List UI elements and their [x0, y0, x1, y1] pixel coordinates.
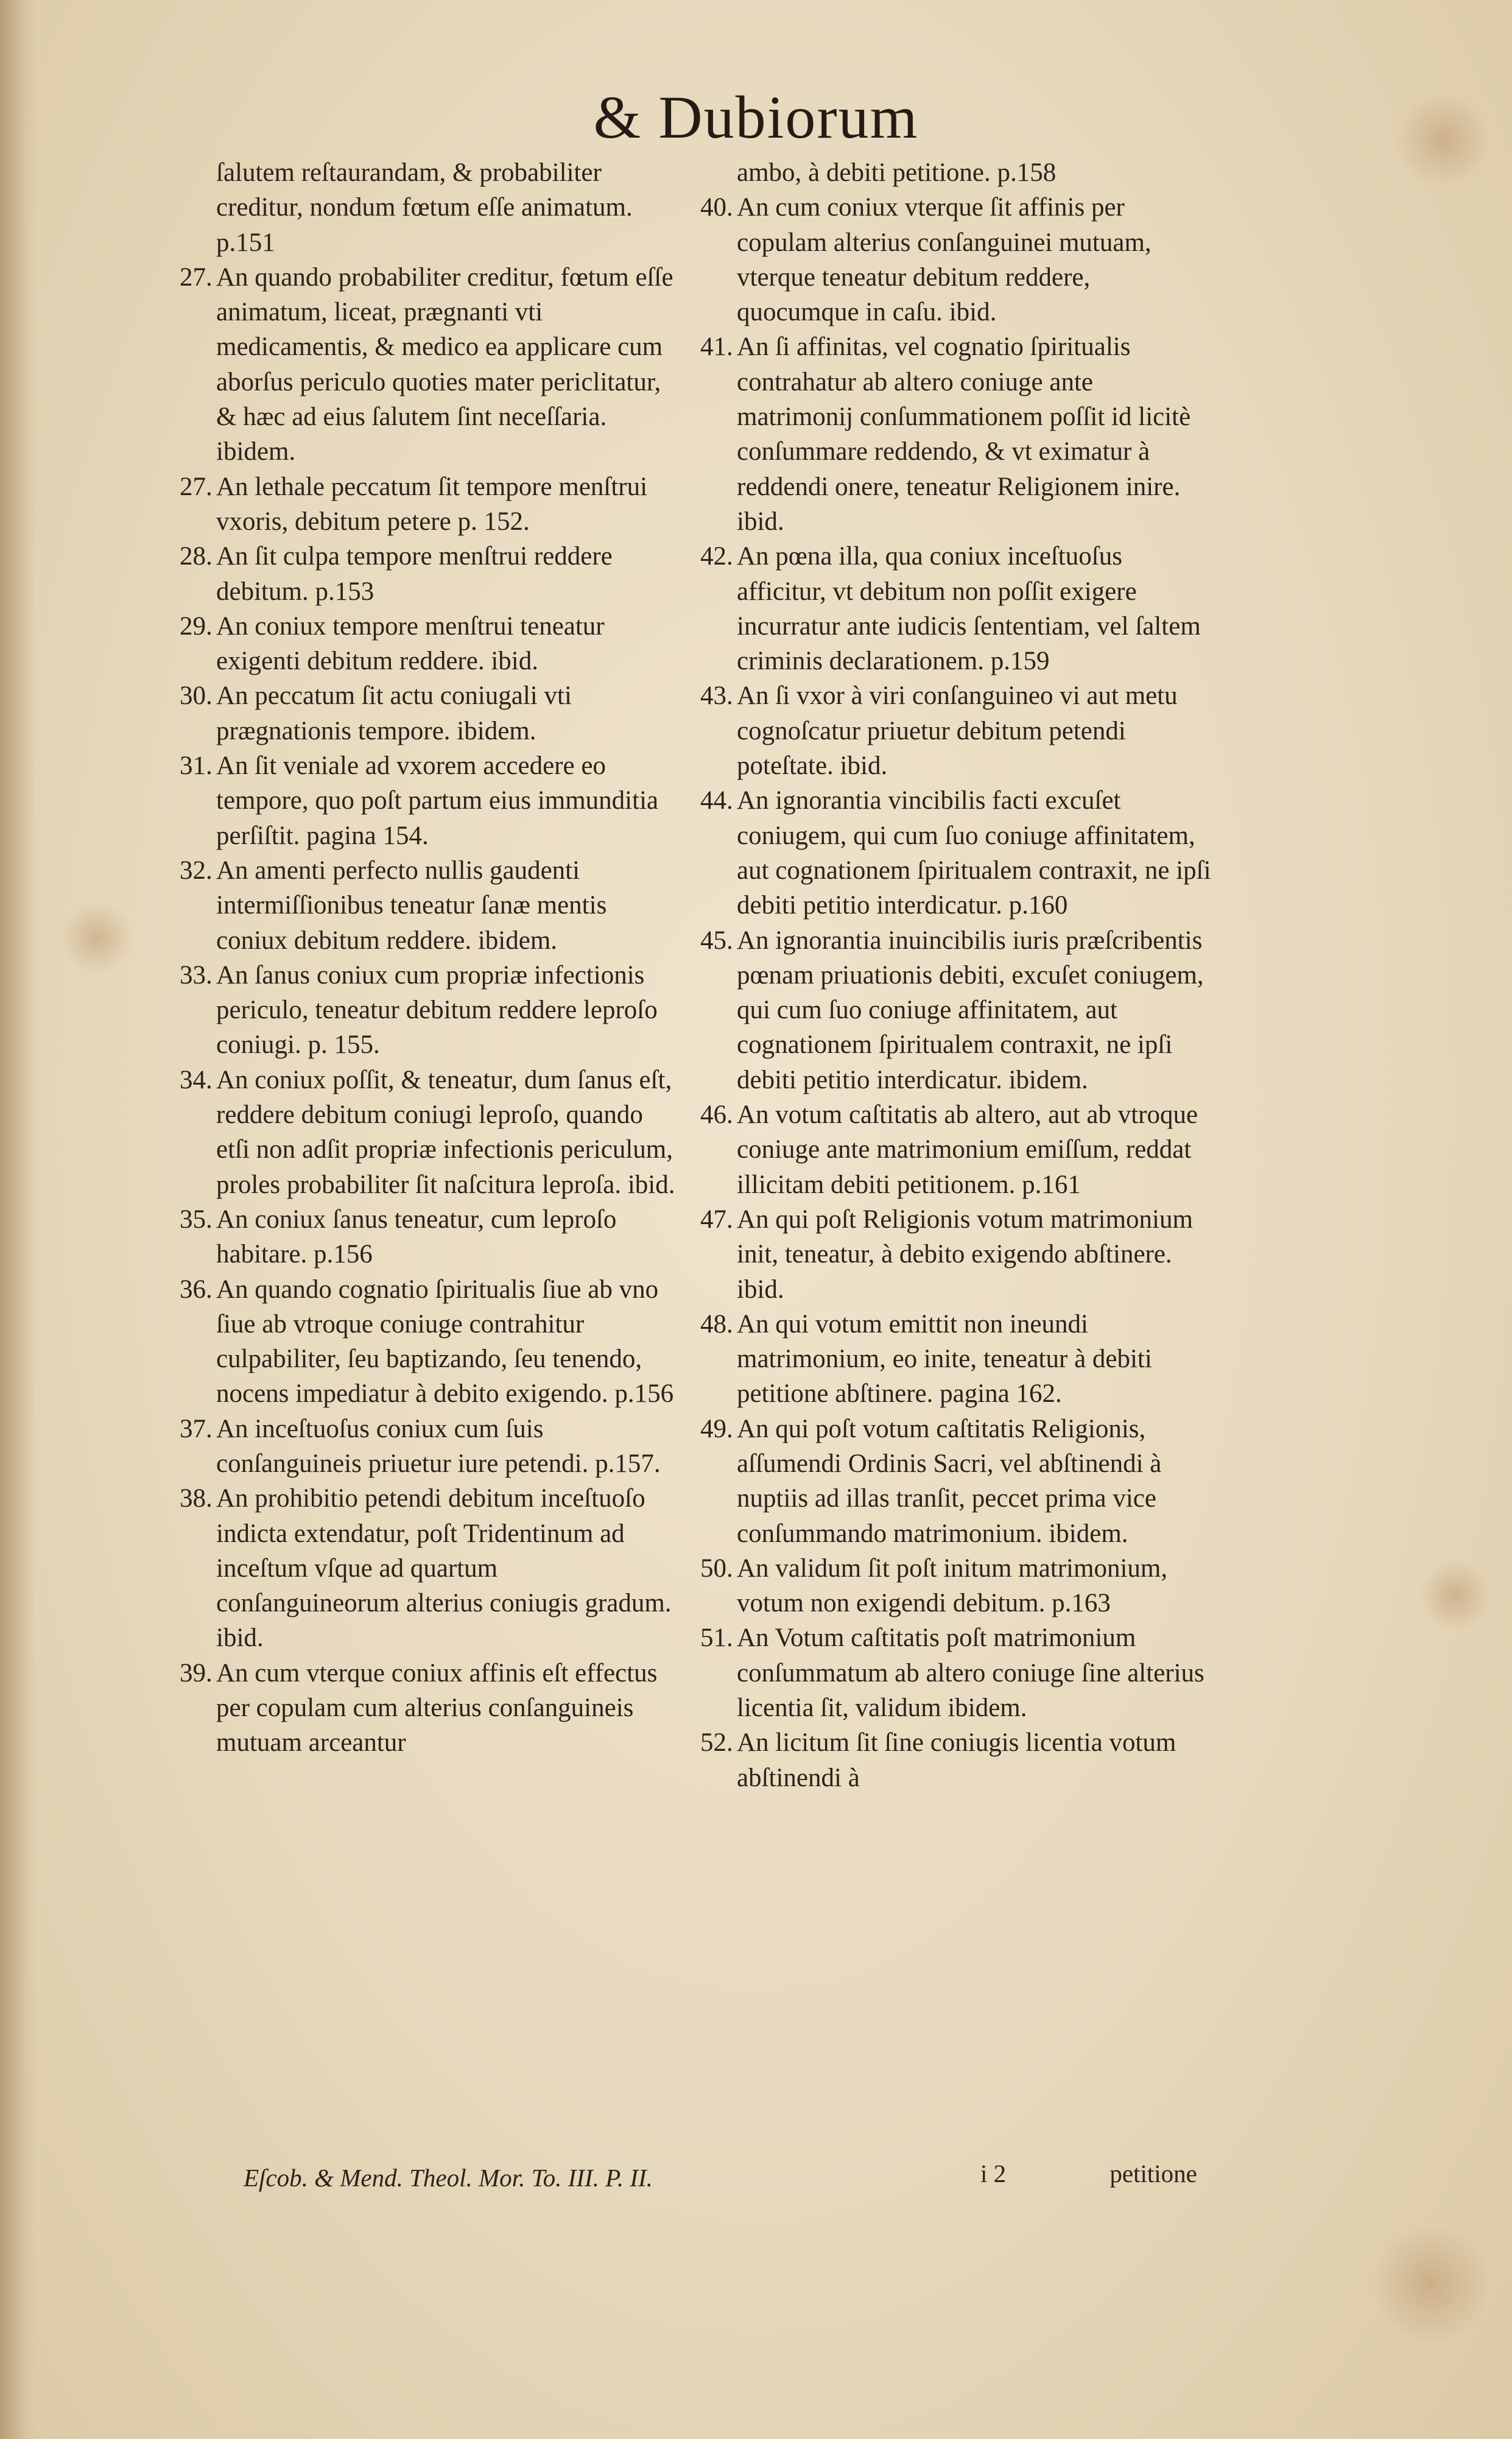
page-reference: ibid. — [737, 1275, 784, 1304]
entry-text: An peccatum ſit actu coniugali vti prægnationis tempore. — [216, 681, 572, 745]
page-reference: ibidem. — [1049, 1519, 1128, 1548]
entry-text: An quando cognatio ſpiritualis ſiue ab vno ſiue ab vtroque coniuge contrahitur culpabiliter, ſeu baptizando, ſeu tenendo, nocens impediatur à debito exigendo. — [216, 1275, 659, 1409]
entry-text: An ſit culpa tempore menſtrui reddere debitum. — [216, 542, 613, 606]
page-reference: ibid. — [840, 751, 888, 781]
entry-number: 47. — [700, 1205, 733, 1234]
page-left-edge — [0, 0, 37, 2439]
page-reference: pagina 154. — [306, 821, 429, 850]
entry-text: An cum coniux vterque ſit affinis per copulam alterius conſanguinei mutuam, vterque teneatur debitum reddere, quocumque in caſu. — [737, 193, 1152, 327]
entry-text: An ſi vxor à viri conſanguineo vi aut metu cognoſcatur priuetur debitum petendi poteſtate. — [737, 681, 1178, 781]
entry-text: An ſanus coniux cum propriæ infectionis periculo, teneatur debitum reddere leproſo coniugi. — [216, 960, 658, 1060]
page-reference: ibidem. — [216, 437, 296, 466]
left-column — [180, 155, 682, 1761]
page-reference: p.159 — [990, 647, 1050, 676]
index-entry — [180, 260, 682, 470]
right-column — [700, 155, 1215, 1795]
page-reference: ibid. — [949, 298, 997, 327]
index-entry — [700, 1307, 1215, 1412]
entry-text: An ſit veniale ad vxorem accedere eo tempore, quo poſt partum eius immunditia perſiſtit. — [216, 751, 659, 850]
entry-text: An ſi affinitas, vel cognatio ſpiritualis contrahatur ab altero coniuge ante matrimonij conſummationem poſſit id licitè conſummare reddendo, & vt eximatur à reddendi onere, teneatur Religionem inire. — [737, 333, 1191, 501]
index-entry — [700, 1725, 1215, 1795]
entry-text: An ignorantia vincibilis facti excuſet coniugem, qui cum ſuo coniuge affinitatem, aut cognationem ſpiritualem contraxit, ne ipſi debiti petitio interdicatur. — [737, 786, 1211, 920]
index-entry — [180, 853, 682, 958]
page-reference: p.157. — [595, 1449, 661, 1478]
index-entry — [180, 1202, 682, 1272]
index-entry — [700, 1412, 1215, 1551]
index-entry — [180, 470, 682, 540]
index-entry — [180, 748, 682, 853]
paper-stain — [1419, 1559, 1492, 1632]
entry-text: An amenti perfecto nullis gaudenti intermiſſionibus teneatur ſanæ mentis coniux debitum reddere. — [216, 856, 607, 955]
entry-number: 38. — [180, 1484, 213, 1513]
entry-text: ſalutem reſtaurandam, & probabiliter creditur, nondum fœtum eſſe animatum. — [216, 158, 633, 222]
entry-text: An pœna illa, qua coniux inceſtuoſus afficitur, vt debitum non poſſit exigere incurratur ante iudicis ſententiam, vel ſaltem criminis declarationem. — [737, 542, 1201, 676]
page-reference: p.158 — [997, 158, 1057, 187]
index-entry — [700, 783, 1215, 923]
entry-number: 36. — [180, 1275, 213, 1304]
entry-number: 28. — [180, 542, 213, 571]
entry-number: 31. — [180, 751, 213, 781]
page-reference: pagina 162. — [940, 1379, 1062, 1409]
page-reference: ibid. — [737, 507, 784, 536]
entry-number: 27. — [180, 262, 213, 292]
entry-number: 48. — [700, 1309, 733, 1339]
page-reference: ibidem. — [477, 926, 558, 955]
entry-text: An qui votum emittit non ineundi matrimonium, eo inite, teneatur à debiti petitione abſtinere. — [737, 1309, 1152, 1409]
index-entry — [180, 539, 682, 609]
entry-number: 42. — [700, 542, 733, 571]
entry-number: 32. — [180, 856, 213, 885]
entry-text: An validum ſit poſt initum matrimonium, votum non exigendi debitum. — [737, 1554, 1168, 1618]
page-reference: ibid. — [627, 1170, 675, 1199]
page-reference: ibidem. — [1008, 1065, 1088, 1094]
page-reference: ibid. — [216, 1624, 264, 1653]
entry-text: An qui poſt votum caſtitatis Religionis, aſſumendi Ordinis Sacri, vel abſtinendi à nuptiis ad illas tranſit, peccet prima vice conſummando matrimonium. — [737, 1414, 1162, 1548]
page-reference: p.161 — [1022, 1170, 1081, 1199]
paper-stain — [1370, 2223, 1492, 2345]
footer-source: Eſcob. & Mend. Theol. Mor. To. III. P. II. — [244, 2164, 653, 2192]
index-entry — [180, 1272, 682, 1412]
index-entry — [180, 1481, 682, 1655]
index-entry — [700, 923, 1215, 1097]
index-entry — [180, 678, 682, 748]
entry-number: 46. — [700, 1100, 733, 1130]
paper-stain — [61, 901, 134, 974]
catchword: petitione — [1109, 2159, 1197, 2187]
entry-number: 45. — [700, 926, 733, 955]
page-reference: p.156 — [614, 1379, 674, 1409]
page-reference: p.156 — [313, 1240, 373, 1269]
entry-number: 43. — [700, 681, 733, 711]
entry-number: 50. — [700, 1554, 733, 1583]
index-entry — [700, 190, 1215, 329]
entry-number: 44. — [700, 786, 733, 815]
footer-signature-catchword — [956, 2159, 1197, 2188]
entry-text: An cum vterque coniux affinis eſt effectus per copulam cum alterius conſanguineis mutuam arceantur — [216, 1658, 658, 1758]
entry-number: 27. — [180, 472, 213, 501]
index-entry — [180, 958, 682, 1063]
page-reference: p. 155. — [308, 1030, 380, 1060]
entry-text: An ignorantia inuincibilis iuris præſcribentis pœnam priuationis debiti, excuſet coniugem, qui cum ſuo coniuge affinitatem, aut cognationem ſpiritualem contraxit, ne ipſi debiti petitio interdicatur. — [737, 926, 1204, 1094]
entry-number: 37. — [180, 1414, 213, 1443]
entry-text: An inceſtuoſus coniux cum ſuis conſanguineis priuetur iure petendi. — [216, 1414, 589, 1478]
entry-text: An coniux poſſit, & teneatur, dum ſanus eſt, reddere debitum coniugi leproſo, quando etſi non adſit propriæ infectionis periculum, proles probabiliter ſit naſcitura leproſa. — [216, 1065, 673, 1199]
entry-text: An quando probabiliter creditur, fœtum eſſe animatum, liceat, prægnanti vti medicamentis, & medico ea applicare cum aborſus periculo quoties mater periclitatur, & hæc ad eius ſalutem ſint neceſſaria. — [216, 262, 673, 432]
page-reference: p. 152. — [457, 507, 530, 536]
entry-text: An coniux ſanus teneatur, cum leproſo habitare. — [216, 1205, 617, 1269]
index-entry — [700, 678, 1215, 783]
index-entry — [700, 1097, 1215, 1202]
index-entry — [700, 539, 1215, 678]
entry-text: An votum caſtitatis ab altero, aut ab vtroque coniuge ante matrimonium emiſſum, reddat illicitam debiti petitionem. — [737, 1100, 1198, 1199]
entry-number: 39. — [180, 1658, 213, 1688]
page-reference: ibidem. — [457, 716, 536, 745]
index-entry — [700, 329, 1215, 539]
page-reference: p.160 — [1008, 891, 1068, 920]
entry-number: 35. — [180, 1205, 213, 1234]
entry-number: 29. — [180, 611, 213, 641]
entry-number: 30. — [180, 681, 213, 711]
index-entry — [700, 155, 1215, 190]
entry-number: 51. — [700, 1624, 733, 1653]
index-entry — [180, 1063, 682, 1202]
entry-number: 49. — [700, 1414, 733, 1443]
index-entry — [180, 1656, 682, 1761]
index-entry — [180, 155, 682, 260]
index-entry — [700, 1551, 1215, 1621]
index-entry — [700, 1202, 1215, 1307]
page-reference: p.163 — [1052, 1589, 1111, 1618]
page-reference: ibidem. — [948, 1694, 1027, 1723]
page-reference: p.153 — [315, 577, 374, 606]
index-entry — [180, 1412, 682, 1482]
entry-text: An prohibitio petendi debitum inceſtuoſo indicta extendatur, poſt Tridentinum ad inceſtum vſque ad quartum conſanguineorum alterius coniugis gradum. — [216, 1484, 672, 1618]
entry-text: An licitum ſit ſine coniugis licentia votum abſtinendi à — [737, 1728, 1176, 1792]
page-reference: ibid. — [491, 647, 538, 676]
entry-number: 40. — [700, 193, 733, 222]
entry-number: 52. — [700, 1728, 733, 1758]
entry-number: 33. — [180, 960, 213, 990]
index-entry — [700, 1621, 1215, 1725]
entry-text: An coniux tempore menſtrui teneatur exigenti debitum reddere. — [216, 611, 605, 676]
signature-mark: i 2 — [980, 2159, 1007, 2187]
entry-text: An lethale peccatum ſit tempore menſtrui vxoris, debitum petere — [216, 472, 648, 536]
page-reference: p.151 — [216, 228, 275, 257]
entry-text: An Votum caſtitatis poſt matrimonium conſummatum ab altero coniuge ſine alterius licentia ſit, validum — [737, 1624, 1204, 1723]
running-header: & Dubiorum — [593, 83, 919, 151]
entry-text: An qui poſt Religionis votum matrimonium init, teneatur, à debito exigendo abſtinere. — [737, 1205, 1193, 1269]
entry-text: ambo, à debiti petitione. — [737, 158, 991, 187]
entry-number: 41. — [700, 333, 733, 362]
entry-number: 34. — [180, 1065, 213, 1094]
index-entry — [180, 609, 682, 679]
